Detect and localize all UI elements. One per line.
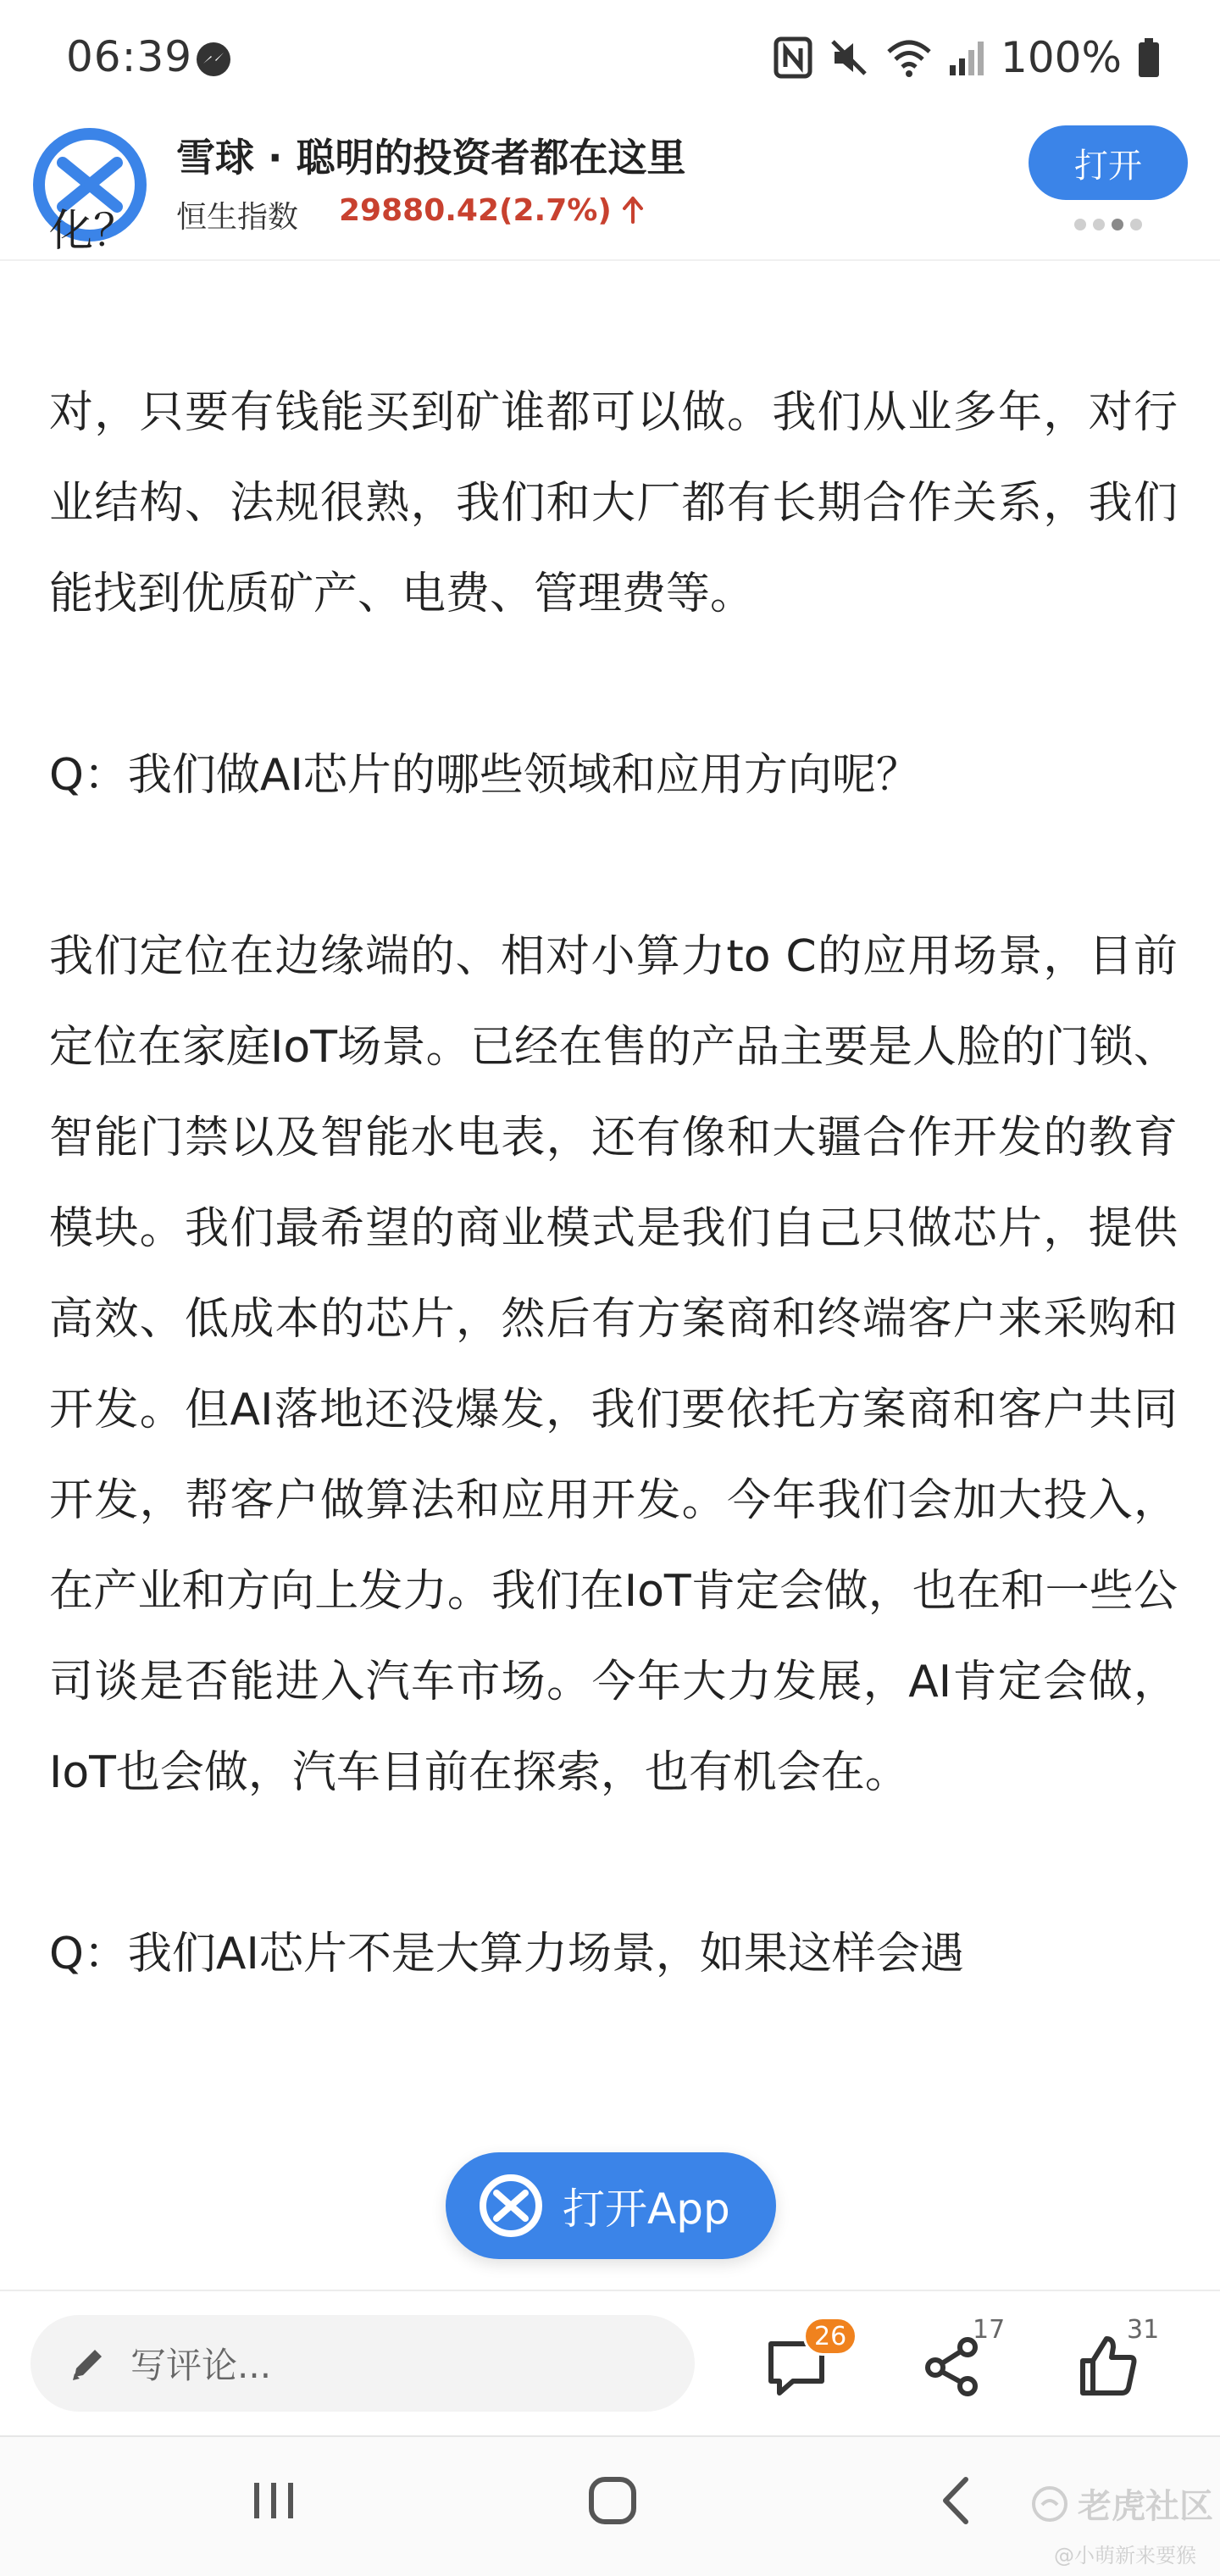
- watermark: [1030, 2479, 1213, 2528]
- watermark-subtitle: @小萌新来要猴: [1054, 2544, 1196, 2568]
- back-icon[interactable]: [935, 2471, 978, 2530]
- recent-apps-icon[interactable]: [251, 2471, 298, 2530]
- comment-bar: [0, 2290, 1220, 2435]
- floating-open-app-button[interactable]: [446, 2152, 776, 2259]
- article-paragraph: 对，只要有钱能买到矿谁都可以做。我们从业多年，对行业结构、法规很熟，我们和大厂都有长期合作关系，我们能找到优质矿产、电费、管理费等。: [49, 387, 1178, 619]
- article-paragraph: 我们定位在边缘端的、相对小算力to C的应用场景，目前定位在家庭IoT场景。已经在售的产品主要是人脸的门锁、智能门禁以及智能水电表，还有像和大疆合作开发的教育模块。我们最希望的商业模式是我们自己只做芯片，提供高效、低成本的芯片，然后有方案商和终端客户来采购和开发。但AI落地还没爆发，我们要依托方案商和客户共同开发，帮客户做算法和应用开发。今年我们会加大投入，在产业和方向上发力。我们在IoT肯定会做，也在和一些公司谈是否能进入汽车市场。今年大力发展，AI肯定会做，IoT也会做，汽车目前在探索，也有机会在。: [49, 931, 1178, 1798]
- article-question: Q：我们AI芯片不是大算力场景，如果这样会遇: [49, 1929, 964, 1979]
- nfc-icon: [774, 36, 812, 79]
- status-icons: [774, 31, 1161, 85]
- system-nav-bar: [0, 2435, 1220, 2576]
- app-title: 雪球 · 聪明的投资者都在这里: [176, 135, 686, 180]
- watermark-name: 老虎社区: [1078, 2487, 1213, 2526]
- wifi-icon: [885, 36, 933, 79]
- floating-open-app-label: 打开App: [563, 2185, 730, 2234]
- open-app-button[interactable]: 打开: [1029, 125, 1188, 200]
- status-time: 06:39: [66, 32, 193, 81]
- index-name: 恒生指数: [176, 200, 299, 235]
- mute-icon: [828, 36, 870, 79]
- pencil-icon: [68, 2343, 108, 2384]
- comment-placeholder: 写评论...: [130, 2345, 272, 2386]
- messenger-icon: [195, 41, 232, 78]
- index-value-text: 29880.42(2.7%): [339, 193, 612, 228]
- battery-percent: 100%: [1001, 33, 1122, 82]
- article-question: Q：我们做AI芯片的哪些领域和应用方向呢？: [49, 750, 920, 801]
- comment-count-badge: 26: [803, 2317, 857, 2356]
- comment-input[interactable]: [30, 2315, 695, 2412]
- signal-icon: [948, 36, 985, 79]
- snowball-logo-icon: [478, 2173, 544, 2239]
- like-count: 31: [1127, 2315, 1160, 2345]
- article-paragraph: 化？: [49, 206, 138, 257]
- tiger-community-logo-icon: [1030, 2484, 1069, 2523]
- home-icon[interactable]: [585, 2471, 644, 2530]
- battery-icon: [1137, 36, 1161, 79]
- share-count: 17: [973, 2315, 1006, 2345]
- status-bar: [0, 0, 1220, 119]
